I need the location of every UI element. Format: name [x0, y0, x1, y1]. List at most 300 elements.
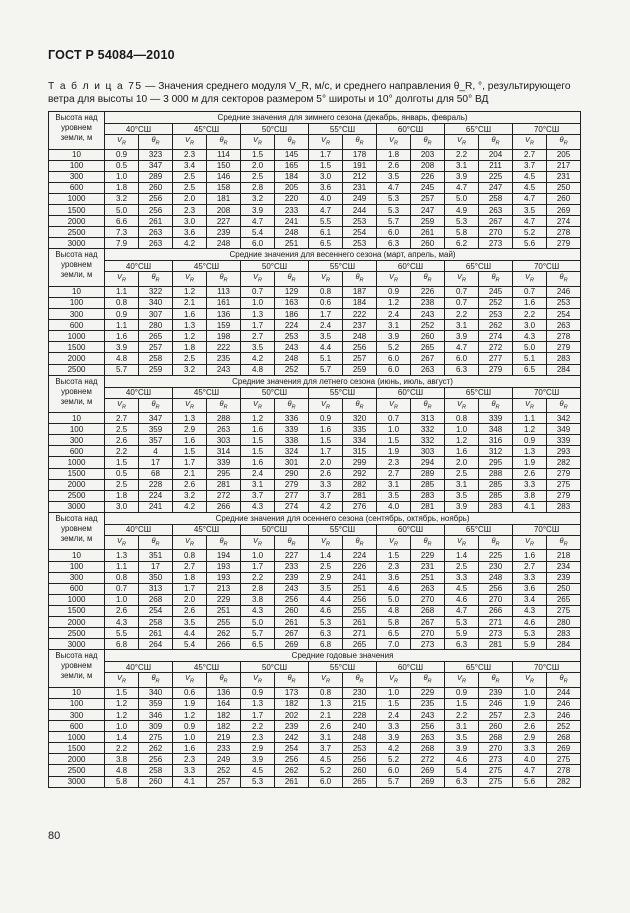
value-cell: 159 — [207, 320, 241, 331]
value-cell: 250 — [547, 182, 581, 193]
value-cell: 255 — [207, 617, 241, 628]
table-row — [49, 490, 581, 501]
value-cell: 347 — [139, 413, 173, 424]
value-cell: 3.5 — [309, 583, 343, 594]
value-cell: 227 — [207, 216, 241, 227]
value-cell: 2.2 — [445, 309, 479, 320]
value-cell: 0.7 — [445, 286, 479, 297]
value-cell: 5.2 — [513, 227, 547, 238]
table-row — [49, 583, 581, 594]
height-cell: 100 — [49, 160, 105, 171]
value-cell: 263 — [479, 204, 513, 215]
height-cell: 300 — [49, 309, 105, 320]
value-cell: 3.9 — [241, 204, 275, 215]
value-cell: 239 — [547, 572, 581, 583]
value-cell: 2.7 — [105, 413, 139, 424]
value-cell: 6.8 — [105, 639, 139, 650]
latitude-header: 50°СШ — [241, 524, 309, 535]
value-cell: 6.1 — [309, 227, 343, 238]
value-cell: 191 — [343, 160, 377, 171]
speed-symbol: $V_R$ — [173, 535, 207, 550]
height-cell: 600 — [49, 182, 105, 193]
table-row — [49, 572, 581, 583]
direction-symbol: $\theta_R$ — [547, 673, 581, 688]
value-cell: 271 — [343, 628, 377, 639]
height-cell: 600 — [49, 320, 105, 331]
value-cell: 2.5 — [309, 561, 343, 572]
value-cell: 1.0 — [105, 721, 139, 732]
value-cell: 205 — [547, 149, 581, 160]
table-row — [49, 594, 581, 605]
value-cell: 5.8 — [105, 776, 139, 787]
speed-symbol: $V_R$ — [445, 398, 479, 413]
speed-symbol: $V_R$ — [173, 398, 207, 413]
table-row — [49, 297, 581, 308]
value-cell: 241 — [343, 572, 377, 583]
value-cell: 6.3 — [445, 776, 479, 787]
value-cell: 1.0 — [513, 687, 547, 698]
latitude-header: 65°СШ — [445, 662, 513, 673]
value-cell: 244 — [343, 204, 377, 215]
value-cell: 282 — [343, 479, 377, 490]
value-cell: 2.3 — [173, 204, 207, 215]
value-cell: 258 — [139, 617, 173, 628]
value-cell: 0.6 — [309, 297, 343, 308]
value-cell: 359 — [139, 698, 173, 709]
value-cell: 261 — [275, 776, 309, 787]
value-cell: 3.9 — [377, 732, 411, 743]
value-cell: 3.5 — [445, 732, 479, 743]
value-cell: 1.5 — [173, 446, 207, 457]
value-cell: 273 — [479, 754, 513, 765]
value-cell: 247 — [479, 182, 513, 193]
table-row — [49, 743, 581, 754]
value-cell: 3.5 — [377, 490, 411, 501]
table-row — [49, 687, 581, 698]
value-cell: 3.3 — [513, 572, 547, 583]
value-cell: 3.6 — [513, 583, 547, 594]
value-cell: 293 — [547, 446, 581, 457]
value-cell: 2.4 — [241, 468, 275, 479]
value-cell: 6.0 — [309, 776, 343, 787]
value-cell: 1.7 — [241, 320, 275, 331]
value-cell: 241 — [139, 501, 173, 512]
value-cell: 3.3 — [445, 572, 479, 583]
value-cell: 1.2 — [105, 698, 139, 709]
latitude-header: 40°СШ — [105, 261, 173, 272]
value-cell: 215 — [343, 698, 377, 709]
value-cell: 4.3 — [513, 331, 547, 342]
value-cell: 243 — [207, 364, 241, 375]
value-cell: 267 — [275, 628, 309, 639]
value-cell: 1.0 — [105, 594, 139, 605]
value-cell: 2.3 — [513, 709, 547, 720]
symbol-header-row — [49, 135, 581, 150]
symbol-header-row — [49, 535, 581, 550]
latitude-header: 55°СШ — [309, 124, 377, 135]
value-cell: 5.3 — [513, 628, 547, 639]
direction-symbol: $\theta_R$ — [275, 398, 309, 413]
value-cell: 1.4 — [309, 550, 343, 561]
height-header-cell: Высота над уровнем земли, м — [49, 112, 105, 150]
value-cell: 271 — [479, 617, 513, 628]
value-cell: 3.4 — [513, 594, 547, 605]
value-cell: 1.6 — [513, 297, 547, 308]
value-cell: 1.6 — [173, 309, 207, 320]
value-cell: 284 — [547, 639, 581, 650]
value-cell: 2.6 — [513, 468, 547, 479]
height-cell: 2500 — [49, 765, 105, 776]
value-cell: 246 — [547, 698, 581, 709]
value-cell: 283 — [547, 353, 581, 364]
value-cell: 260 — [547, 193, 581, 204]
table-caption — [48, 80, 588, 106]
height-header-cell: Высота над уровнем земли, м — [49, 249, 105, 287]
speed-symbol: $V_R$ — [241, 135, 275, 150]
value-cell: 1.6 — [309, 424, 343, 435]
value-cell: 3.6 — [173, 227, 207, 238]
value-cell: 0.9 — [309, 413, 343, 424]
direction-symbol: $\theta_R$ — [207, 272, 241, 287]
direction-symbol: $\theta_R$ — [207, 535, 241, 550]
speed-symbol: $V_R$ — [105, 535, 139, 550]
value-cell: 1.8 — [105, 490, 139, 501]
height-cell: 600 — [49, 583, 105, 594]
value-cell: 5.3 — [445, 617, 479, 628]
value-cell: 242 — [275, 732, 309, 743]
value-cell: 263 — [139, 227, 173, 238]
value-cell: 262 — [275, 765, 309, 776]
value-cell: 6.3 — [309, 628, 343, 639]
value-cell: 0.9 — [377, 286, 411, 297]
value-cell: 3.2 — [241, 193, 275, 204]
value-cell: 4.4 — [173, 628, 207, 639]
value-cell: 252 — [479, 297, 513, 308]
value-cell: 257 — [411, 193, 445, 204]
latitude-header: 60°СШ — [377, 124, 445, 135]
value-cell: 277 — [479, 353, 513, 364]
value-cell: 272 — [207, 490, 241, 501]
value-cell: 2.5 — [105, 424, 139, 435]
height-cell: 2500 — [49, 628, 105, 639]
value-cell: 275 — [479, 765, 513, 776]
value-cell: 225 — [479, 171, 513, 182]
direction-symbol: $\theta_R$ — [479, 398, 513, 413]
value-cell: 1.2 — [445, 435, 479, 446]
value-cell: 1.6 — [241, 424, 275, 435]
table-row — [49, 550, 581, 561]
value-cell: 265 — [547, 594, 581, 605]
value-cell: 5.5 — [309, 216, 343, 227]
table-row — [49, 639, 581, 650]
value-cell: 1.2 — [173, 286, 207, 297]
value-cell: 332 — [411, 435, 445, 446]
value-cell: 5.0 — [445, 193, 479, 204]
speed-symbol: $V_R$ — [445, 673, 479, 688]
table-row — [49, 171, 581, 182]
value-cell: 5.0 — [513, 342, 547, 353]
value-cell: 2.6 — [377, 160, 411, 171]
value-cell: 3.1 — [377, 479, 411, 490]
value-cell: 253 — [343, 743, 377, 754]
height-cell: 1500 — [49, 468, 105, 479]
value-cell: 269 — [547, 743, 581, 754]
value-cell: 275 — [139, 732, 173, 743]
latitude-header: 40°СШ — [105, 124, 173, 135]
value-cell: 263 — [547, 320, 581, 331]
value-cell: 270 — [479, 594, 513, 605]
table-row — [49, 227, 581, 238]
value-cell: 2.3 — [377, 561, 411, 572]
value-cell: 4.2 — [173, 238, 207, 249]
value-cell: 357 — [139, 435, 173, 446]
value-cell: 2.7 — [513, 561, 547, 572]
value-cell: 6.3 — [377, 238, 411, 249]
value-cell: 256 — [411, 721, 445, 732]
value-cell: 256 — [275, 594, 309, 605]
table-caption-prefix: Т а б л и ц а 75 — [48, 81, 143, 92]
table-row — [49, 364, 581, 375]
value-cell: 260 — [411, 331, 445, 342]
value-cell: 230 — [479, 561, 513, 572]
value-cell: 1.7 — [241, 561, 275, 572]
value-cell: 243 — [411, 309, 445, 320]
value-cell: 163 — [275, 297, 309, 308]
value-cell: 2.2 — [105, 743, 139, 754]
value-cell: 270 — [411, 628, 445, 639]
value-cell: 241 — [275, 216, 309, 227]
symbol-header-row — [49, 673, 581, 688]
value-cell: 1.5 — [377, 698, 411, 709]
value-cell: 323 — [139, 149, 173, 160]
value-cell: 5.0 — [377, 594, 411, 605]
latitude-header: 60°СШ — [377, 524, 445, 535]
direction-symbol: $\theta_R$ — [275, 272, 309, 287]
value-cell: 225 — [479, 550, 513, 561]
value-cell: 1.7 — [309, 446, 343, 457]
height-cell: 1000 — [49, 732, 105, 743]
value-cell: 320 — [343, 413, 377, 424]
latitude-header: 60°СШ — [377, 662, 445, 673]
value-cell: 5.7 — [309, 364, 343, 375]
value-cell: 211 — [479, 160, 513, 171]
value-cell: 235 — [411, 698, 445, 709]
value-cell: 2.1 — [173, 297, 207, 308]
height-cell: 10 — [49, 413, 105, 424]
value-cell: 3.3 — [377, 721, 411, 732]
value-cell: 193 — [207, 561, 241, 572]
latitude-header: 70°СШ — [513, 662, 581, 673]
value-cell: 1.2 — [173, 331, 207, 342]
value-cell: 259 — [139, 364, 173, 375]
height-cell: 2000 — [49, 216, 105, 227]
value-cell: 3.6 — [309, 182, 343, 193]
value-cell: 6.0 — [377, 227, 411, 238]
table-row — [49, 320, 581, 331]
table-row — [49, 435, 581, 446]
value-cell: 1.9 — [173, 698, 207, 709]
value-cell: 253 — [343, 216, 377, 227]
value-cell: 4.6 — [309, 605, 343, 616]
table-row — [49, 698, 581, 709]
value-cell: 0.8 — [173, 550, 207, 561]
value-cell: 1.5 — [105, 457, 139, 468]
value-cell: 4.7 — [309, 204, 343, 215]
value-cell: 7.3 — [105, 227, 139, 238]
height-cell: 3000 — [49, 501, 105, 512]
value-cell: 4.1 — [173, 776, 207, 787]
value-cell: 279 — [547, 468, 581, 479]
value-cell: 3.5 — [445, 490, 479, 501]
height-cell: 3000 — [49, 776, 105, 787]
value-cell: 264 — [139, 639, 173, 650]
direction-symbol: $\theta_R$ — [207, 135, 241, 150]
height-cell: 1000 — [49, 331, 105, 342]
height-cell: 1000 — [49, 193, 105, 204]
value-cell: 4.7 — [445, 605, 479, 616]
speed-symbol: $V_R$ — [309, 135, 343, 150]
value-cell: 178 — [343, 149, 377, 160]
height-cell: 100 — [49, 424, 105, 435]
speed-symbol: $V_R$ — [105, 398, 139, 413]
height-cell: 300 — [49, 572, 105, 583]
value-cell: 0.9 — [105, 149, 139, 160]
value-cell: 1.8 — [173, 342, 207, 353]
value-cell: 261 — [411, 227, 445, 238]
value-cell: 359 — [139, 424, 173, 435]
value-cell: 261 — [343, 617, 377, 628]
value-cell: 2.6 — [309, 468, 343, 479]
latitude-header: 55°СШ — [309, 387, 377, 398]
latitude-header: 45°СШ — [173, 387, 241, 398]
value-cell: 274 — [547, 216, 581, 227]
value-cell: 5.6 — [513, 776, 547, 787]
value-cell: 222 — [207, 342, 241, 353]
value-cell: 257 — [343, 353, 377, 364]
speed-symbol: $V_R$ — [445, 135, 479, 150]
value-cell: 2.1 — [173, 468, 207, 479]
table-row — [49, 238, 581, 249]
value-cell: 1.3 — [105, 550, 139, 561]
value-cell: 283 — [547, 628, 581, 639]
direction-symbol: $\theta_R$ — [139, 673, 173, 688]
height-cell: 2000 — [49, 617, 105, 628]
latitude-header: 55°СШ — [309, 662, 377, 673]
value-cell: 278 — [547, 765, 581, 776]
value-cell: 279 — [547, 238, 581, 249]
value-cell: 245 — [479, 286, 513, 297]
speed-symbol: $V_R$ — [377, 535, 411, 550]
value-cell: 307 — [139, 309, 173, 320]
section-title-row — [49, 650, 581, 662]
table-row — [49, 561, 581, 572]
value-cell: 5.3 — [377, 193, 411, 204]
table-row — [49, 342, 581, 353]
latitude-header: 40°СШ — [105, 662, 173, 673]
value-cell: 3.7 — [309, 743, 343, 754]
value-cell: 313 — [139, 583, 173, 594]
height-cell: 300 — [49, 709, 105, 720]
table-row — [49, 286, 581, 297]
value-cell: 146 — [207, 171, 241, 182]
value-cell: 257 — [479, 709, 513, 720]
value-cell: 322 — [139, 286, 173, 297]
value-cell: 299 — [343, 457, 377, 468]
value-cell: 243 — [411, 709, 445, 720]
value-cell: 246 — [479, 698, 513, 709]
value-cell: 249 — [343, 193, 377, 204]
value-cell: 285 — [479, 490, 513, 501]
value-cell: 281 — [479, 639, 513, 650]
value-cell: 4.8 — [105, 353, 139, 364]
direction-symbol: $\theta_R$ — [343, 535, 377, 550]
value-cell: 335 — [343, 424, 377, 435]
direction-symbol: $\theta_R$ — [411, 135, 445, 150]
value-cell: 0.6 — [173, 687, 207, 698]
value-cell: 17 — [139, 457, 173, 468]
value-cell: 303 — [207, 435, 241, 446]
height-cell: 1500 — [49, 342, 105, 353]
value-cell: 274 — [275, 501, 309, 512]
value-cell: 0.8 — [309, 286, 343, 297]
page-number: 80 — [48, 830, 61, 842]
value-cell: 173 — [275, 687, 309, 698]
table-row — [49, 309, 581, 320]
value-cell: 256 — [139, 193, 173, 204]
height-cell: 3000 — [49, 238, 105, 249]
value-cell: 334 — [343, 435, 377, 446]
value-cell: 7.9 — [105, 238, 139, 249]
value-cell: 0.5 — [105, 160, 139, 171]
value-cell: 0.8 — [105, 297, 139, 308]
value-cell: 290 — [275, 468, 309, 479]
direction-symbol: $\theta_R$ — [343, 272, 377, 287]
value-cell: 239 — [479, 687, 513, 698]
value-cell: 238 — [411, 297, 445, 308]
value-cell: 3.0 — [173, 216, 207, 227]
value-cell: 213 — [207, 583, 241, 594]
value-cell: 217 — [547, 160, 581, 171]
direction-symbol: $\theta_R$ — [343, 135, 377, 150]
height-cell: 1500 — [49, 743, 105, 754]
value-cell: 3.5 — [513, 204, 547, 215]
table-row — [49, 457, 581, 468]
value-cell: 165 — [275, 160, 309, 171]
value-cell: 4.9 — [445, 204, 479, 215]
value-cell: 1.5 — [241, 435, 275, 446]
latitude-header: 40°СШ — [105, 387, 173, 398]
value-cell: 332 — [411, 424, 445, 435]
value-cell: 234 — [547, 561, 581, 572]
value-cell: 4.3 — [241, 501, 275, 512]
value-cell: 220 — [275, 193, 309, 204]
value-cell: 203 — [411, 149, 445, 160]
value-cell: 339 — [207, 457, 241, 468]
speed-symbol: $V_R$ — [105, 135, 139, 150]
value-cell: 3.1 — [445, 479, 479, 490]
value-cell: 4.8 — [105, 765, 139, 776]
value-cell: 208 — [411, 160, 445, 171]
value-cell: 0.9 — [513, 435, 547, 446]
height-cell: 2000 — [49, 754, 105, 765]
table-row — [49, 149, 581, 160]
symbol-header-row — [49, 272, 581, 287]
value-cell: 1.8 — [105, 182, 139, 193]
value-cell: 5.4 — [241, 227, 275, 238]
value-cell: 5.4 — [445, 765, 479, 776]
value-cell: 270 — [411, 594, 445, 605]
value-cell: 303 — [411, 446, 445, 457]
